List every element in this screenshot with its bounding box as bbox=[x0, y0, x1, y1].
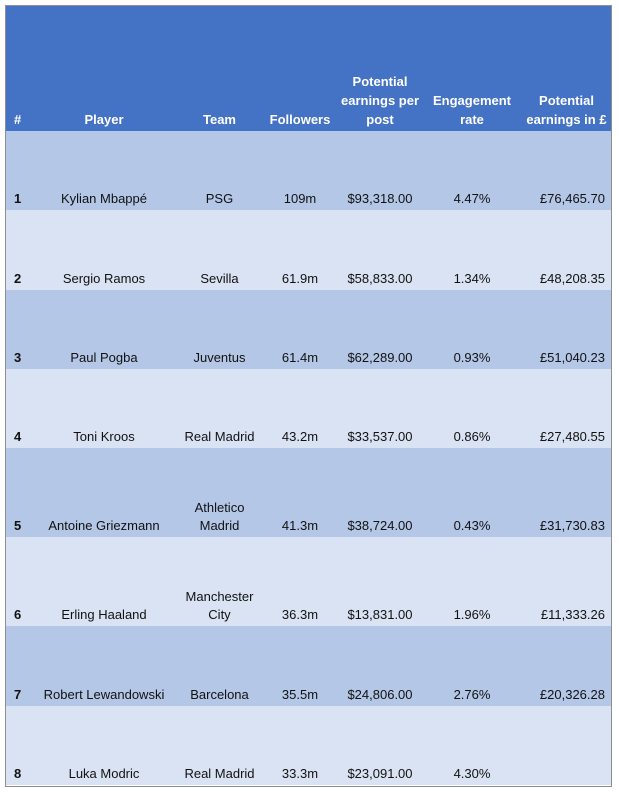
cell-team: Barcelona bbox=[175, 626, 264, 706]
cell-potential-gbp: £76,465.70 bbox=[520, 131, 612, 210]
cell-potential-per-post: $33,537.00 bbox=[336, 369, 424, 448]
cell-engagement-rate: 4.47% bbox=[424, 131, 520, 210]
cell-followers: 35.5m bbox=[264, 626, 336, 706]
cell-potential-per-post: $13,831.00 bbox=[336, 537, 424, 626]
earnings-table-sheet bbox=[5, 5, 612, 787]
cell-team: PSG bbox=[175, 131, 264, 210]
cell-potential-gbp: £31,730.83 bbox=[520, 448, 612, 537]
cell-player: Robert Lewandowski bbox=[33, 626, 175, 706]
cell-team: Manchester City bbox=[175, 537, 264, 626]
earnings-table bbox=[6, 6, 612, 785]
cell-followers: 41.3m bbox=[264, 448, 336, 537]
header-engagement-rate: Engagement rate bbox=[424, 6, 520, 131]
cell-player: Paul Pogba bbox=[33, 290, 175, 369]
cell-potential-gbp bbox=[520, 706, 612, 785]
cell-engagement-rate: 1.96% bbox=[424, 537, 520, 626]
cell-potential-per-post: $24,806.00 bbox=[336, 626, 424, 706]
cell-followers: 33.3m bbox=[264, 706, 336, 785]
cell-team: Sevilla bbox=[175, 210, 264, 290]
table-row bbox=[6, 537, 612, 626]
cell-engagement-rate: 2.76% bbox=[424, 626, 520, 706]
cell-rank: 8 bbox=[6, 706, 33, 785]
cell-team: Juventus bbox=[175, 290, 264, 369]
cell-potential-per-post: $58,833.00 bbox=[336, 210, 424, 290]
cell-potential-gbp: £11,333.26 bbox=[520, 537, 612, 626]
cell-player: Sergio Ramos bbox=[33, 210, 175, 290]
header-potential-per-post: Potential earnings per post bbox=[336, 6, 424, 131]
table-row bbox=[6, 131, 612, 210]
cell-potential-gbp: £20,326.28 bbox=[520, 626, 612, 706]
cell-team: Real Madrid bbox=[175, 706, 264, 785]
header-followers: Followers bbox=[264, 6, 336, 131]
cell-player: Erling Haaland bbox=[33, 537, 175, 626]
table-row bbox=[6, 626, 612, 706]
cell-rank: 1 bbox=[6, 131, 33, 210]
header-potential-gbp: Potential earnings in £ bbox=[520, 6, 612, 131]
cell-player: Toni Kroos bbox=[33, 369, 175, 448]
cell-player: Antoine Griezmann bbox=[33, 448, 175, 537]
cell-potential-per-post: $62,289.00 bbox=[336, 290, 424, 369]
header-rank: # bbox=[6, 6, 33, 131]
cell-followers: 109m bbox=[264, 131, 336, 210]
cell-potential-per-post: $23,091.00 bbox=[336, 706, 424, 785]
cell-followers: 61.4m bbox=[264, 290, 336, 369]
cell-engagement-rate: 0.43% bbox=[424, 448, 520, 537]
cell-rank: 6 bbox=[6, 537, 33, 626]
cell-rank: 7 bbox=[6, 626, 33, 706]
header-player: Player bbox=[33, 6, 175, 131]
cell-engagement-rate: 0.93% bbox=[424, 290, 520, 369]
table-row bbox=[6, 369, 612, 448]
cell-rank: 5 bbox=[6, 448, 33, 537]
cell-rank: 2 bbox=[6, 210, 33, 290]
header-team: Team bbox=[175, 6, 264, 131]
cell-potential-gbp: £27,480.55 bbox=[520, 369, 612, 448]
table-row bbox=[6, 290, 612, 369]
cell-engagement-rate: 0.86% bbox=[424, 369, 520, 448]
cell-potential-gbp: £48,208.35 bbox=[520, 210, 612, 290]
table-row bbox=[6, 210, 612, 290]
table-row bbox=[6, 706, 612, 785]
cell-team: Real Madrid bbox=[175, 369, 264, 448]
cell-engagement-rate: 4.30% bbox=[424, 706, 520, 785]
cell-team: Athletico Madrid bbox=[175, 448, 264, 537]
header-row bbox=[6, 6, 612, 131]
cell-engagement-rate: 1.34% bbox=[424, 210, 520, 290]
cell-potential-gbp: £51,040.23 bbox=[520, 290, 612, 369]
cell-potential-per-post: $93,318.00 bbox=[336, 131, 424, 210]
cell-potential-per-post: $38,724.00 bbox=[336, 448, 424, 537]
cell-followers: 36.3m bbox=[264, 537, 336, 626]
table-row bbox=[6, 448, 612, 537]
cell-followers: 61.9m bbox=[264, 210, 336, 290]
cell-rank: 4 bbox=[6, 369, 33, 448]
cell-player: Kylian Mbappé bbox=[33, 131, 175, 210]
cell-followers: 43.2m bbox=[264, 369, 336, 448]
cell-rank: 3 bbox=[6, 290, 33, 369]
cell-player: Luka Modric bbox=[33, 706, 175, 785]
